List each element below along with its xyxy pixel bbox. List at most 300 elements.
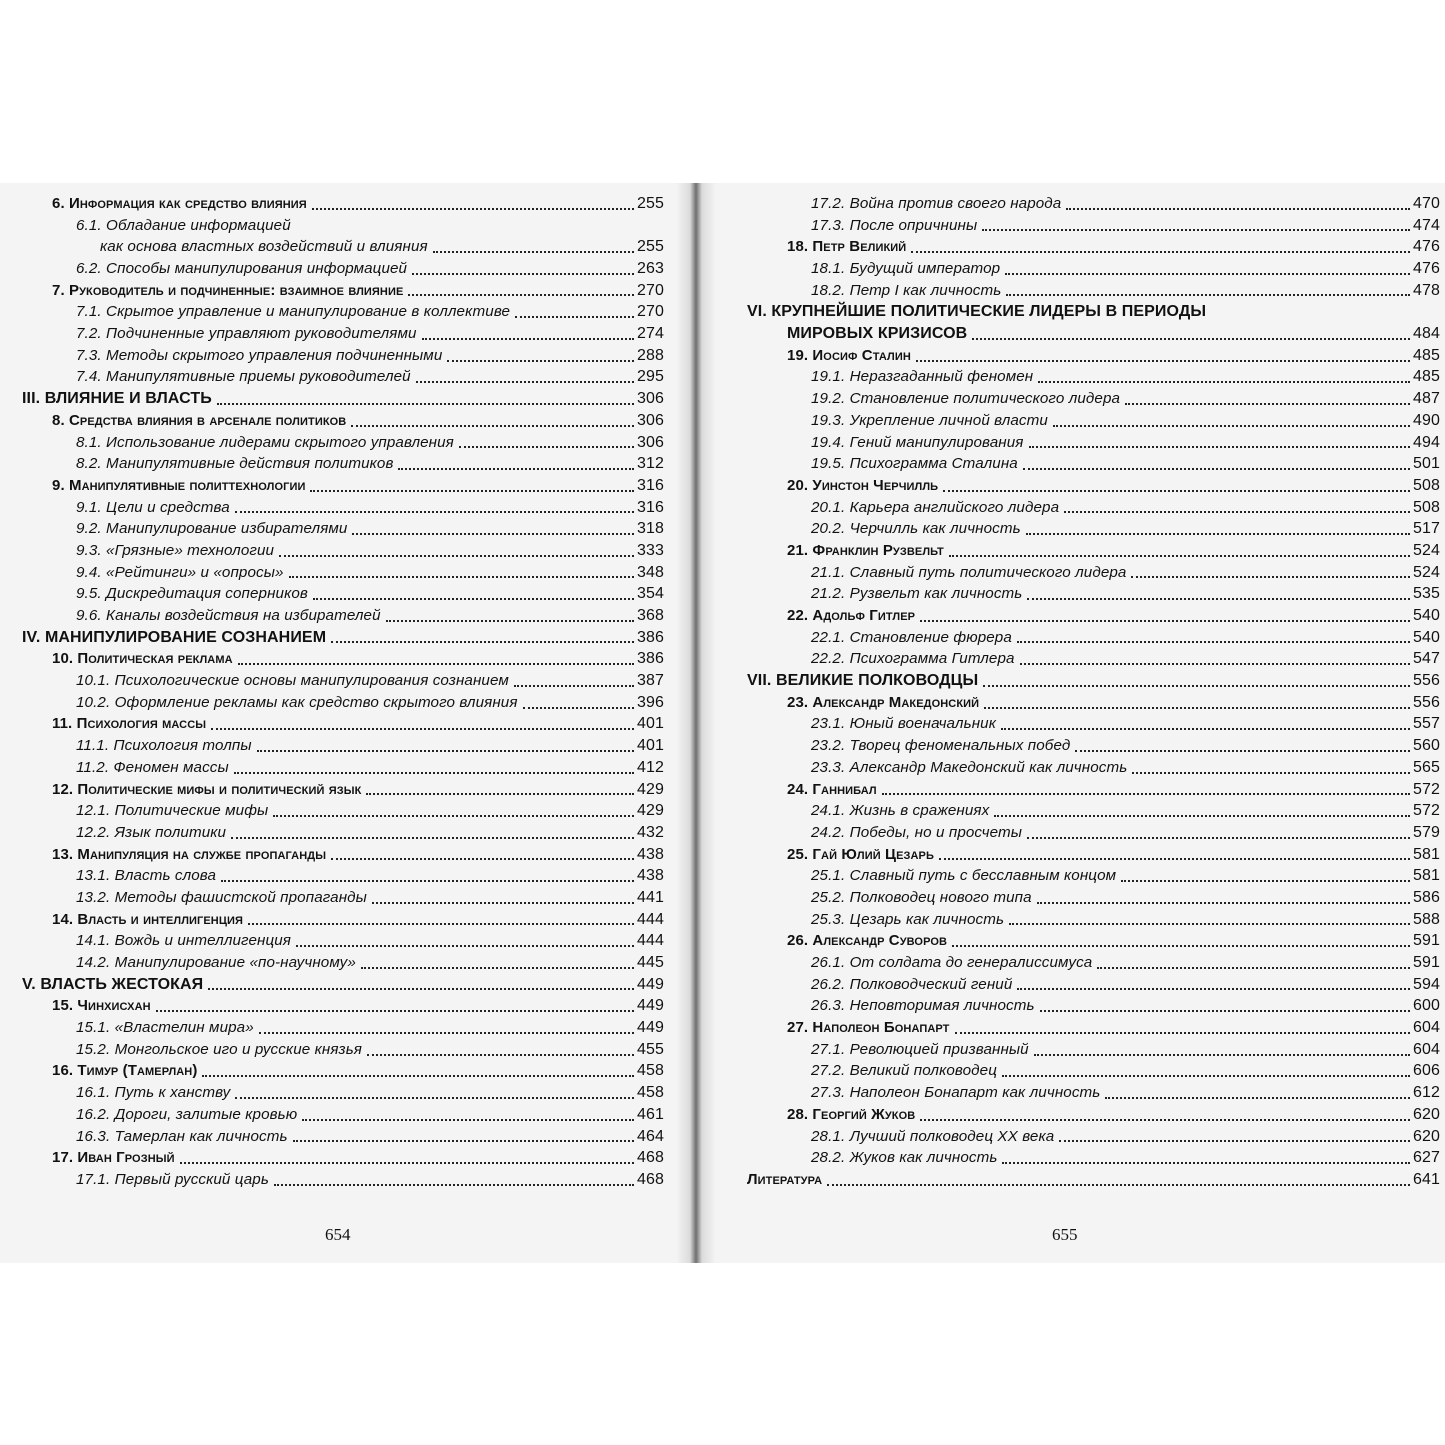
toc-entry-title: как основа властных воздействий и влияния xyxy=(100,238,428,256)
dot-leader xyxy=(1020,663,1410,665)
toc-entry-title: 15.1. «Властелин мира» xyxy=(76,1019,254,1037)
toc-entry-page: 449 xyxy=(637,1019,664,1037)
toc-chapter-entry xyxy=(747,475,1440,497)
toc-entry-page: 627 xyxy=(1413,1149,1440,1167)
toc-entry-page: 604 xyxy=(1413,1019,1440,1037)
dot-leader xyxy=(1002,1162,1410,1164)
toc-entry-page: 490 xyxy=(1413,411,1440,429)
toc-entry-page: 485 xyxy=(1413,368,1440,386)
toc-entry-title: 27.1. Революцией призванный xyxy=(811,1040,1029,1058)
toc-entry-title: 7.4. Манипулятивные приемы руководителей xyxy=(76,368,411,386)
toc-entry-page: 401 xyxy=(637,737,664,755)
dot-leader xyxy=(361,967,634,969)
toc-entry-page: 535 xyxy=(1413,585,1440,603)
toc-section-entry xyxy=(747,1061,1440,1083)
toc-section-entry xyxy=(747,952,1440,974)
toc-entry-page: 468 xyxy=(637,1149,664,1167)
toc-section-entry xyxy=(747,800,1440,822)
dot-leader xyxy=(312,208,634,210)
dot-leader xyxy=(422,338,634,340)
dot-leader xyxy=(994,815,1410,817)
toc-entry-page: 444 xyxy=(637,910,664,928)
toc-entry-title: 19.4. Гений манипулирования xyxy=(811,433,1024,451)
toc-entry-page: 478 xyxy=(1413,281,1440,299)
toc-entry-page: 316 xyxy=(637,476,664,494)
toc-entry-title: 26. Александр Суворов xyxy=(787,932,948,950)
toc-entry-page: 540 xyxy=(1413,628,1440,646)
toc-entry-page: 508 xyxy=(1413,498,1440,516)
dot-leader xyxy=(1017,988,1410,990)
toc-entry-page: 517 xyxy=(1413,520,1440,538)
toc-entry-page: 470 xyxy=(1413,194,1440,212)
toc-entry-title: 24. Ганнибал xyxy=(787,780,877,798)
dot-leader xyxy=(279,555,634,557)
toc-entry-page: 274 xyxy=(637,325,664,343)
toc-entry-title: 27.3. Наполеон Бонапарт как личность xyxy=(811,1084,1101,1102)
toc-entry-title: 7.3. Методы скрытого управления подчиненными xyxy=(76,346,443,364)
dot-leader xyxy=(238,663,634,665)
toc-entry-title: 16.3. Тамерлан как личность xyxy=(76,1127,288,1145)
toc-entry-title: 26.3. Неповторимая личность xyxy=(811,997,1035,1015)
toc-entry-page: 354 xyxy=(637,585,664,603)
dot-leader xyxy=(1053,425,1410,427)
dot-leader xyxy=(433,251,634,253)
toc-entry-page: 468 xyxy=(637,1170,664,1188)
toc-chapter-entry xyxy=(22,714,664,736)
toc-entry-page: 581 xyxy=(1413,867,1440,885)
toc-entry-title: 22. Адольф Гитлер xyxy=(787,607,916,625)
toc-section-entry xyxy=(747,648,1440,670)
dot-leader xyxy=(1027,837,1410,839)
toc-section-entry xyxy=(747,865,1440,887)
toc-section-entry xyxy=(747,1039,1440,1061)
toc-entry-title: Литература xyxy=(747,1170,823,1188)
toc-section-entry xyxy=(747,1082,1440,1104)
toc-entry-page: 474 xyxy=(1413,216,1440,234)
toc-entry-page: 485 xyxy=(1413,346,1440,364)
toc-entry-title: 19.2. Становление политического лидера xyxy=(811,390,1121,408)
toc-section-entry xyxy=(22,800,664,822)
toc-entry-title: 15. Чинхисхан xyxy=(52,997,151,1015)
toc-entry-title: 8.2. Манипулятивные действия политиков xyxy=(76,455,394,473)
toc-section-entry xyxy=(22,670,664,692)
toc-entry-page: 476 xyxy=(1413,238,1440,256)
dot-leader xyxy=(1029,446,1410,448)
toc-section-entry xyxy=(747,909,1440,931)
toc-entry-page: 306 xyxy=(637,390,664,408)
toc-entry-page: 620 xyxy=(1413,1105,1440,1123)
toc-entry-title: 6.1. Обладание информацией xyxy=(76,216,291,234)
toc-section-entry xyxy=(22,887,664,909)
toc-entry-page: 386 xyxy=(637,650,664,668)
dot-leader xyxy=(289,576,634,578)
toc-entry-page: 295 xyxy=(637,368,664,386)
right-page xyxy=(692,183,1445,1263)
toc-section-entry xyxy=(22,497,664,519)
toc-entry-page: 641 xyxy=(1413,1170,1440,1188)
toc-entry-title: 9.1. Цели и средства xyxy=(76,498,230,516)
toc-entry-page: 396 xyxy=(637,693,664,711)
toc-section-entry xyxy=(747,995,1440,1017)
toc-section-entry xyxy=(22,1039,664,1061)
toc-entry-title: 6. Информация как средство влияния xyxy=(52,194,307,212)
toc-entry-title: 24.2. Победы, но и просчеты xyxy=(811,823,1022,841)
dot-leader xyxy=(208,988,634,990)
toc-entry-page: 312 xyxy=(637,455,664,473)
toc-section-entry xyxy=(747,453,1440,475)
toc-entry-page: 449 xyxy=(637,975,664,993)
toc-section-entry xyxy=(747,388,1440,410)
dot-leader xyxy=(1132,772,1410,774)
dot-leader xyxy=(972,338,1410,340)
toc-entry-title: 17. Иван Грозный xyxy=(52,1149,175,1167)
toc-chapter-entry xyxy=(747,779,1440,801)
dot-leader xyxy=(1027,598,1410,600)
toc-section-entry xyxy=(747,215,1440,237)
dot-leader xyxy=(234,772,634,774)
toc-entry-page: 438 xyxy=(637,845,664,863)
toc-entry-title: 25.3. Цезарь как личность xyxy=(811,910,1005,928)
toc-entry-page: 458 xyxy=(637,1084,664,1102)
dot-leader xyxy=(1121,880,1410,882)
toc-entry-page: 560 xyxy=(1413,737,1440,755)
toc-entry-title: VII. ВЕЛИКИЕ ПОЛКОВОДЦЫ xyxy=(747,672,979,690)
toc-entry-title: 11. Психология массы xyxy=(52,715,207,733)
dot-leader xyxy=(447,360,634,362)
toc-entry-page: 429 xyxy=(637,780,664,798)
toc-entry-title: 6.2. Способы манипулирования информацией xyxy=(76,260,408,278)
toc-entry-page: 581 xyxy=(1413,845,1440,863)
dot-leader xyxy=(235,511,634,513)
toc-entry-page: 524 xyxy=(1413,563,1440,581)
dot-leader xyxy=(302,1119,634,1121)
toc-entry-page: 401 xyxy=(637,715,664,733)
dot-leader xyxy=(1023,468,1410,470)
toc-part-entry xyxy=(747,323,1440,345)
dot-leader xyxy=(412,273,634,275)
toc-entry-page: 556 xyxy=(1413,672,1440,690)
toc-entry-page: 620 xyxy=(1413,1127,1440,1145)
toc-section-entry xyxy=(747,822,1440,844)
toc-entry-page: 588 xyxy=(1413,910,1440,928)
toc-section-entry xyxy=(747,887,1440,909)
dot-leader xyxy=(259,1032,634,1034)
toc-chapter-entry xyxy=(22,410,664,432)
toc-section-entry xyxy=(22,1169,664,1191)
toc-entry-title: 28.2. Жуков как личность xyxy=(811,1149,998,1167)
toc-entry-page: 464 xyxy=(637,1127,664,1145)
toc-entry-title: 27.2. Великий полководец xyxy=(811,1062,997,1080)
toc-entry-title: 9. Манипулятивные политтехнологии xyxy=(52,476,306,494)
dot-leader xyxy=(235,1097,634,1099)
toc-entry-title: 23.3. Александр Македонский как личность xyxy=(811,758,1128,776)
toc-section-entry xyxy=(22,583,664,605)
toc-entry-title: 14.1. Вождь и интеллигенция xyxy=(76,932,291,950)
toc-entry-title: VI. КРУПНЕЙШИЕ ПОЛИТИЧЕСКИЕ ЛИДЕРЫ В ПЕРИОДЫ xyxy=(747,303,1207,321)
toc-entry-title: 21.1. Славный путь политического лидера xyxy=(811,563,1127,581)
toc-chapter-entry xyxy=(22,193,664,215)
dot-leader xyxy=(293,1140,634,1142)
toc-entry-title: 13. Манипуляция на службе пропаганды xyxy=(52,845,327,863)
toc-entry-title: 18. Петр Великий xyxy=(787,238,907,256)
toc-section-entry xyxy=(747,193,1440,215)
dot-leader xyxy=(949,555,1410,557)
book-spread xyxy=(0,183,1445,1263)
toc-entry-title: 9.3. «Грязные» технологии xyxy=(76,541,275,559)
toc-entry-page: 579 xyxy=(1413,823,1440,841)
toc-entry-title: 17.3. После опричнины xyxy=(811,216,978,234)
page-number-left: 654 xyxy=(325,1225,351,1244)
dot-leader xyxy=(1005,273,1410,275)
dot-leader xyxy=(398,468,634,470)
toc-list-right xyxy=(747,193,1440,1191)
toc-entry-page: 494 xyxy=(1413,433,1440,451)
toc-section-entry xyxy=(22,930,664,952)
toc-entry-page: 484 xyxy=(1413,325,1440,343)
toc-entry-title: 23. Александр Македонский xyxy=(787,693,980,711)
toc-entry-title: 10. Политическая реклама xyxy=(52,650,233,668)
toc-entry-page: 565 xyxy=(1413,758,1440,776)
dot-leader xyxy=(952,945,1410,947)
toc-section-entry xyxy=(747,627,1440,649)
dot-leader xyxy=(514,685,634,687)
toc-section-entry xyxy=(747,714,1440,736)
toc-chapter-entry xyxy=(22,1147,664,1169)
toc-entry-page: 476 xyxy=(1413,260,1440,278)
toc-entry-title: 24.1. Жизнь в сражениях xyxy=(811,802,990,820)
dot-leader xyxy=(515,316,634,318)
dot-leader xyxy=(231,837,634,839)
dot-leader xyxy=(1037,902,1410,904)
dot-leader xyxy=(156,1010,634,1012)
toc-section-entry xyxy=(22,323,664,345)
toc-entry-page: 387 xyxy=(637,672,664,690)
toc-section-entry xyxy=(22,1104,664,1126)
toc-entry-page: 386 xyxy=(637,628,664,646)
toc-part-entry xyxy=(22,388,664,410)
toc-list-left xyxy=(22,193,664,1191)
toc-entry-title: 10.2. Оформление рекламы как средство скрытого влияния xyxy=(76,693,518,711)
toc-entry-title: 25. Гай Юлий Цезарь xyxy=(787,845,934,863)
toc-entry-page: 306 xyxy=(637,411,664,429)
toc-section-entry xyxy=(22,952,664,974)
toc-section-entry xyxy=(22,367,664,389)
dot-leader xyxy=(943,490,1410,492)
dot-leader xyxy=(202,1075,634,1077)
dot-leader xyxy=(1038,381,1410,383)
toc-entry-title: III. ВЛИЯНИЕ И ВЛАСТЬ xyxy=(22,390,212,408)
dot-leader xyxy=(1040,1010,1410,1012)
toc-entry-page: 458 xyxy=(637,1062,664,1080)
toc-entry-title: 8.1. Использование лидерами скрытого управления xyxy=(76,433,454,451)
toc-chapter-entry xyxy=(22,1061,664,1083)
toc-section-entry xyxy=(747,583,1440,605)
dot-leader xyxy=(1002,1075,1410,1077)
toc-section-entry xyxy=(747,280,1440,302)
toc-chapter-entry xyxy=(747,1169,1440,1191)
dot-leader xyxy=(313,598,634,600)
toc-entry-page: 444 xyxy=(637,932,664,950)
toc-part-entry xyxy=(747,670,1440,692)
toc-entry-page: 461 xyxy=(637,1105,664,1123)
dot-leader xyxy=(331,641,634,643)
dot-leader xyxy=(248,923,634,925)
toc-entry-page: 318 xyxy=(637,520,664,538)
toc-entry-title: 7.1. Скрытое управление и манипулирование в коллективе xyxy=(76,303,511,321)
dot-leader xyxy=(1097,967,1410,969)
dot-leader xyxy=(367,1054,634,1056)
toc-section-entry xyxy=(747,518,1440,540)
toc-entry-page: 455 xyxy=(637,1040,664,1058)
dot-leader xyxy=(1066,208,1410,210)
dot-leader xyxy=(916,360,1410,362)
toc-entry-page: 316 xyxy=(637,498,664,516)
toc-chapter-entry xyxy=(747,345,1440,367)
toc-entry-page: 556 xyxy=(1413,693,1440,711)
dot-leader xyxy=(217,403,634,405)
dot-leader xyxy=(1006,294,1410,296)
toc-chapter-entry xyxy=(22,995,664,1017)
toc-entry-title: 25.2. Полководец нового типа xyxy=(811,888,1032,906)
toc-entry-title: 11.1. Психология толпы xyxy=(76,737,252,755)
toc-chapter-entry xyxy=(747,1104,1440,1126)
toc-section-entry xyxy=(22,540,664,562)
toc-section-entry xyxy=(22,1082,664,1104)
toc-entry-title: 12. Политические мифы и политический язык xyxy=(52,780,362,798)
dot-leader xyxy=(372,902,634,904)
dot-leader xyxy=(366,793,634,795)
toc-section-entry xyxy=(22,865,664,887)
toc-section-entry xyxy=(22,432,664,454)
toc-entry-title: 9.2. Манипулирование избирателями xyxy=(76,520,348,538)
toc-entry-title: V. ВЛАСТЬ ЖЕСТОКАЯ xyxy=(22,975,204,993)
toc-entry-title: 17.1. Первый русский царь xyxy=(76,1170,269,1188)
toc-chapter-entry xyxy=(22,280,664,302)
toc-entry-page: 270 xyxy=(637,281,664,299)
toc-entry-title: 22.2. Психограмма Гитлера xyxy=(811,650,1015,668)
dot-leader xyxy=(1009,923,1410,925)
toc-entry-title: 19.1. Неразгаданный феномен xyxy=(811,368,1034,386)
dot-leader xyxy=(1125,403,1410,405)
toc-part-entry xyxy=(22,974,664,996)
toc-section-entry xyxy=(747,974,1440,996)
toc-entry-page: 255 xyxy=(637,238,664,256)
toc-section-entry xyxy=(22,757,664,779)
toc-part-entry xyxy=(747,301,1440,323)
toc-entry-page: 547 xyxy=(1413,650,1440,668)
toc-entry-title: 27. Наполеон Бонапарт xyxy=(787,1019,950,1037)
toc-entry-title: 16.1. Путь к ханству xyxy=(76,1084,231,1102)
toc-section-entry xyxy=(22,1017,664,1039)
toc-entry-page: 429 xyxy=(637,802,664,820)
toc-entry-title: 7.2. Подчиненные управляют руководителями xyxy=(76,325,417,343)
dot-leader xyxy=(351,425,634,427)
toc-entry-title: 16. Тимур (Тамерлан) xyxy=(52,1062,198,1080)
toc-entry-page: 432 xyxy=(637,823,664,841)
toc-entry-title: 26.1. От солдата до генералиссимуса xyxy=(811,954,1093,972)
toc-chapter-entry xyxy=(22,844,664,866)
toc-entry-page: 348 xyxy=(637,563,664,581)
toc-entry-page: 524 xyxy=(1413,541,1440,559)
toc-entry-page: 508 xyxy=(1413,476,1440,494)
toc-entry-title: 26.2. Полководческий гений xyxy=(811,975,1013,993)
toc-entry-title: МИРОВЫХ КРИЗИСОВ xyxy=(787,325,968,343)
toc-entry-title: 21. Франклин Рузвельт xyxy=(787,541,944,559)
toc-entry-title: 18.2. Петр I как личность xyxy=(811,281,1002,299)
toc-section-entry xyxy=(747,367,1440,389)
toc-section-entry xyxy=(22,453,664,475)
dot-leader xyxy=(984,707,1410,709)
toc-section-entry xyxy=(22,1126,664,1148)
toc-entry-page: 604 xyxy=(1413,1040,1440,1058)
dot-leader xyxy=(352,533,634,535)
toc-entry-title: 23.1. Юный военачальник xyxy=(811,715,996,733)
toc-entry-page: 600 xyxy=(1413,997,1440,1015)
toc-section-entry xyxy=(22,605,664,627)
toc-entry-title: 11.2. Феномен массы xyxy=(76,758,229,776)
toc-entry-title: 9.5. Дискредитация соперников xyxy=(76,585,308,603)
dot-leader xyxy=(1034,1054,1410,1056)
toc-chapter-entry xyxy=(747,692,1440,714)
toc-section-entry xyxy=(22,301,664,323)
toc-entry-title: 13.1. Власть слова xyxy=(76,867,217,885)
toc-entry-title: 16.2. Дороги, залитые кровью xyxy=(76,1105,298,1123)
toc-entry-page: 501 xyxy=(1413,455,1440,473)
dot-leader xyxy=(221,880,634,882)
dot-leader xyxy=(1131,576,1410,578)
toc-entry-title: 22.1. Становление фюрера xyxy=(811,628,1012,646)
dot-leader xyxy=(882,793,1410,795)
toc-entry-page: 449 xyxy=(637,997,664,1015)
toc-entry-page: 333 xyxy=(637,541,664,559)
toc-entry-page: 487 xyxy=(1413,390,1440,408)
dot-leader xyxy=(274,1184,634,1186)
toc-entry-title: IV. МАНИПУЛИРОВАНИЕ СОЗНАНИЕМ xyxy=(22,628,327,646)
toc-entry-title: 15.2. Монгольское иго и русские князья xyxy=(76,1040,363,1058)
dot-leader xyxy=(1026,533,1410,535)
dot-leader xyxy=(331,858,634,860)
toc-entry-title: 14.2. Манипулирование «по-научному» xyxy=(76,954,356,972)
toc-chapter-entry xyxy=(747,930,1440,952)
toc-entry-title: 8. Средства влияния в арсенале политиков xyxy=(52,411,347,429)
dot-leader xyxy=(955,1032,1410,1034)
toc-entry-title: 28.1. Лучший полководец XX века xyxy=(811,1127,1055,1145)
toc-entry-title: 17.2. Война против своего народа xyxy=(811,194,1062,212)
dot-leader xyxy=(1075,750,1410,752)
left-page xyxy=(0,183,690,1263)
dot-leader xyxy=(911,251,1410,253)
dot-leader xyxy=(523,707,634,709)
toc-section-entry xyxy=(747,1126,1440,1148)
toc-chapter-entry xyxy=(747,540,1440,562)
toc-entry-page: 263 xyxy=(637,260,664,278)
toc-chapter-entry xyxy=(747,605,1440,627)
toc-entry-page: 270 xyxy=(637,303,664,321)
toc-section-entry xyxy=(747,757,1440,779)
toc-part-entry xyxy=(22,627,664,649)
page-number-right: 655 xyxy=(1052,1225,1078,1244)
toc-entry-page: 255 xyxy=(637,194,664,212)
toc-chapter-entry xyxy=(22,909,664,931)
toc-entry-title: 23.2. Творец феноменальных побед xyxy=(811,737,1071,755)
toc-entry-page: 586 xyxy=(1413,888,1440,906)
toc-entry-title: 20.1. Карьера английского лидера xyxy=(811,498,1060,516)
toc-section-entry xyxy=(22,215,664,237)
toc-entry-title: 25.1. Славный путь с бесславным концом xyxy=(811,867,1117,885)
dot-leader xyxy=(211,728,634,730)
toc-chapter-entry xyxy=(747,1017,1440,1039)
toc-section-entry xyxy=(22,518,664,540)
